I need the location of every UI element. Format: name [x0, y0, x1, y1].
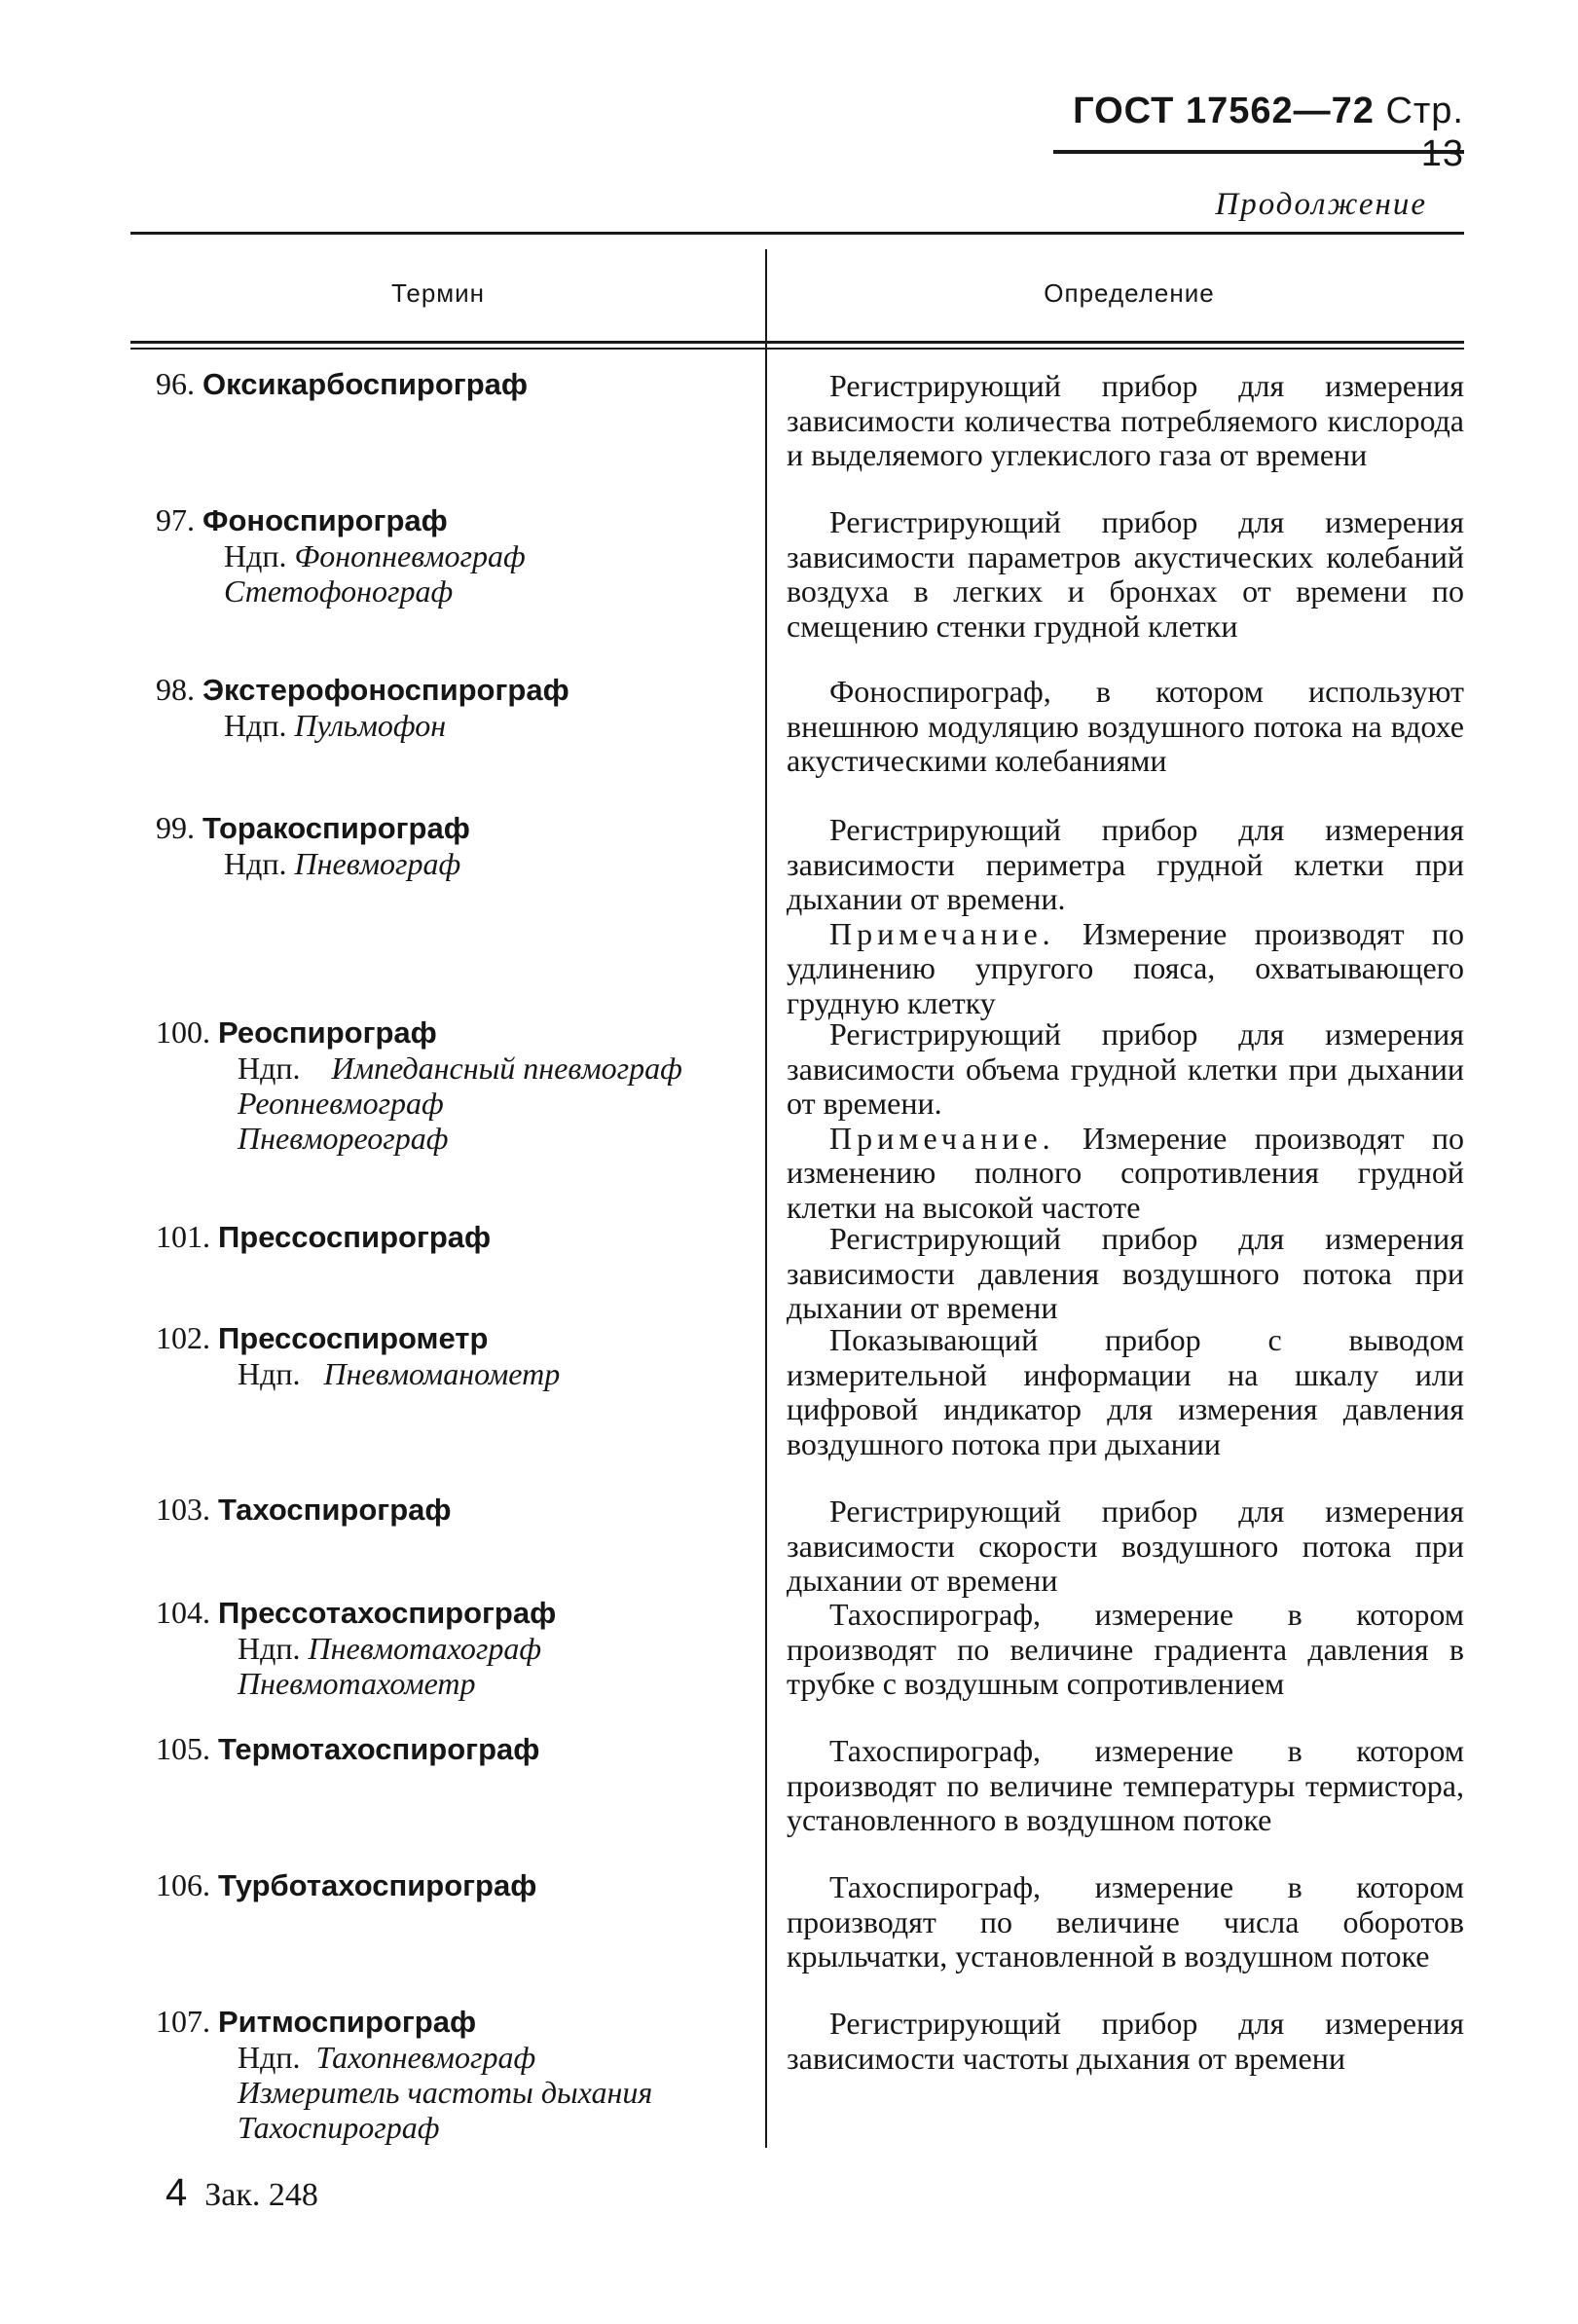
term-number: 101.	[156, 1219, 210, 1254]
term-number: 96.	[156, 366, 195, 401]
definition-99	[787, 813, 1464, 1020]
term-name: Термотахоспирограф	[218, 1732, 540, 1766]
deprecated-synonym: Измеритель частоты дыхания	[238, 2075, 653, 2110]
term-97	[156, 502, 750, 609]
definition-104	[787, 1598, 1464, 1702]
header-bottom-rule-1	[130, 341, 1464, 344]
definition-106	[787, 1870, 1464, 1974]
note-label: Примечание.	[829, 915, 1055, 951]
ndp-label: Ндп.	[238, 1631, 301, 1666]
order-number: Зак. 248	[204, 2177, 318, 2213]
ndp-label: Ндп.	[238, 1051, 301, 1086]
ndp-label: Ндп.	[224, 846, 287, 881]
ndp-label: Ндп.	[238, 2040, 301, 2075]
column-divider	[765, 249, 767, 2148]
term-number: 106.	[156, 1867, 210, 1902]
deprecated-synonym: Пульмофон	[294, 708, 447, 743]
definition-text: Тахоспирограф, измерение в котором производят по величине температуры термистора, установленного в воздушном потоке	[787, 1733, 1464, 1837]
header-bottom-rule-2	[130, 348, 1464, 350]
ndp-label: Ндп.	[224, 708, 287, 743]
column-header-term: Термин	[390, 278, 486, 308]
term-107	[156, 2004, 750, 2145]
deprecated-synonym: Пневмореограф	[238, 1121, 449, 1156]
deprecated-synonym: Стетофонограф	[224, 573, 454, 609]
definition-96	[787, 369, 1464, 473]
term-number: 104.	[156, 1595, 210, 1630]
ndp-label: Ндп.	[224, 538, 287, 573]
page-label: Стр. 13	[1385, 91, 1464, 174]
term-number: 105.	[156, 1731, 210, 1766]
definition-text: Тахоспирограф, измерение в котором производят по величине градиента давления в трубке с воздушным сопротивлением	[787, 1597, 1464, 1701]
table-top-rule	[130, 232, 1464, 235]
definition-note	[787, 917, 1464, 1021]
definition-107	[787, 2007, 1464, 2076]
definition-101	[787, 1222, 1464, 1326]
term-name: Прессоспирограф	[218, 1220, 492, 1254]
definition-text: Тахоспирограф, измерение в котором производят по величине числа оборотов крыльчатки, установленной в воздушном потоке	[787, 1869, 1464, 1974]
deprecated-synonym: Пневмотахометр	[238, 1666, 476, 1701]
deprecated-synonym: Реопневмограф	[238, 1086, 444, 1121]
ndp-label: Ндп.	[238, 1356, 301, 1391]
term-105	[156, 1731, 750, 1767]
sheet-number: 4	[165, 2171, 188, 2214]
standard-number: ГОСТ 17562—72	[1073, 91, 1375, 131]
definition-text: Регистрирующий прибор для измерения зависимости объема грудной клетки при дыхании от времени.	[787, 1016, 1464, 1121]
term-98	[156, 672, 750, 743]
note-text: Измерение производят по удлинению упругого пояса, охватывающего грудную клетку	[787, 915, 1464, 1020]
term-103	[156, 1492, 750, 1528]
term-106	[156, 1867, 750, 1903]
deprecated-synonym: Тахопневмограф	[315, 2040, 536, 2075]
term-name: Экстерофоноспирограф	[202, 673, 569, 707]
term-name: Тахоспирограф	[218, 1493, 452, 1527]
page-header	[1053, 90, 1464, 174]
term-101	[156, 1219, 750, 1255]
definition-note	[787, 1122, 1464, 1226]
term-number: 100.	[156, 1014, 210, 1050]
definition-103	[787, 1494, 1464, 1599]
definition-text: Регистрирующий прибор для измерения зависимости параметров акустических колебаний воздуха в легких и бронхах от времени по смещению стенки грудной клетки	[787, 504, 1464, 644]
definition-text: Регистрирующий прибор для измерения зависимости давления воздушного потока при дыхании от времени	[787, 1221, 1464, 1325]
term-name: Прессоспирометр	[218, 1321, 489, 1355]
term-number: 97.	[156, 502, 195, 537]
term-number: 102.	[156, 1320, 210, 1355]
term-104	[156, 1595, 750, 1701]
note-text: Измерение производят по изменению полного сопротивления грудной клетки на высокой частоте	[787, 1120, 1464, 1225]
term-102	[156, 1320, 750, 1391]
term-96	[156, 366, 750, 402]
term-name: Торакоспирограф	[202, 811, 470, 845]
term-number: 98.	[156, 672, 195, 707]
deprecated-synonym: Пневмограф	[294, 846, 461, 881]
term-99	[156, 810, 750, 881]
definition-98	[787, 675, 1464, 779]
definition-105	[787, 1734, 1464, 1838]
definition-text: Регистрирующий прибор для измерения зависимости частоты дыхания от времени	[787, 2006, 1464, 2076]
term-name: Оксикарбоспирограф	[202, 367, 528, 401]
definition-text: Показывающий прибор с выводом измерительной информации на шкалу или цифровой индикатор для измерения давления воздушного потока при дыхании	[787, 1322, 1464, 1461]
term-number: 99.	[156, 810, 195, 845]
term-name: Реоспирограф	[218, 1015, 437, 1050]
term-name: Прессотахоспирограф	[218, 1596, 557, 1630]
definition-100	[787, 1017, 1464, 1225]
deprecated-synonym: Тахоспирограф	[238, 2110, 440, 2145]
definition-text: Регистрирующий прибор для измерения зависимости скорости воздушного потока при дыхании от времени	[787, 1494, 1464, 1598]
deprecated-synonym: Фонопневмограф	[294, 538, 526, 573]
term-name: Турботахоспирограф	[218, 1868, 537, 1902]
definition-97	[787, 505, 1464, 644]
continuation-label: Продолжение	[1215, 187, 1427, 222]
term-number: 107.	[156, 2004, 210, 2039]
deprecated-synonym: Пневмоманометр	[323, 1356, 561, 1391]
deprecated-synonym: Импедансный пневмограф	[331, 1051, 682, 1086]
definition-text: Фоноспирограф, в котором используют внешнюю модуляцию воздушного потока на вдохе акустическими колебаниями	[787, 674, 1464, 778]
term-name: Ритмоспирограф	[218, 2005, 477, 2039]
column-header-definition: Определение	[1044, 278, 1215, 308]
note-label: Примечание.	[829, 1120, 1055, 1156]
page-footer	[165, 2173, 318, 2215]
definition-102	[787, 1323, 1464, 1461]
term-number: 103.	[156, 1492, 210, 1527]
deprecated-synonym: Пневмотахограф	[308, 1631, 542, 1666]
definition-text: Регистрирующий прибор для измерения зависимости периметра грудной клетки при дыхании от времени.	[787, 812, 1464, 916]
term-name: Фоноспирограф	[202, 503, 448, 537]
definition-text: Регистрирующий прибор для измерения зависимости количества потребляемого кислорода и выделяемого углекислого газа от времени	[787, 368, 1464, 472]
term-100	[156, 1014, 750, 1156]
